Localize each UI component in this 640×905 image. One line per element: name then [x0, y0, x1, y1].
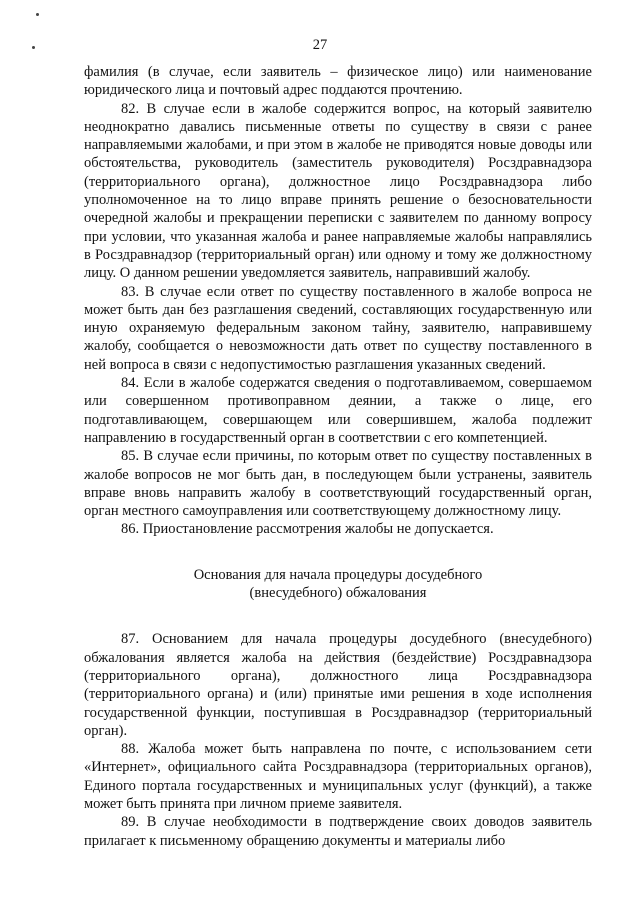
- paragraph-88: 88. Жалоба может быть направлена по почте, с использованием сети «Интернет», официального сайта Росздравнадзора (территориальных органов), Единого портала государственных и муниципальных услуг (функций), а также может быть принята при личном приеме заявителя.: [84, 741, 592, 812]
- paragraph-82: 82. В случае если в жалобе содержится вопрос, на который заявителю неоднократно давались письменные ответы по существу в связи с ранее направляемыми жалобами, и при этом в жалобе не приводятся новые доводы или обстоятельства, руководитель (заместитель руководителя) Росздравнадзора (территориального органа), должностное лицо Росздравнадзора либо уполномоченное на то лицо вправе принять решение о безосновательности очередной жалобы и прекращении переписки с заявителем по данному вопросу при условии, что указанная жалоба и ранее направляемые жалобы направлялись в Росздравнадзор (территориальный орган) или одному и тому же должностному лицу. О данном решении уведомляется заявитель, направивший жалобу.: [84, 100, 592, 282]
- paragraph-85: 85. В случае если причины, по которым ответ по существу поставленных в жалобе вопросов не мог быть дан, в последующем были устранены, заявитель вправе вновь направить жалобу в соответствующий государственный орган, орган местного самоуправления или соответствующему должностному лицу.: [84, 448, 592, 520]
- paragraph-continuation: фамилия (в случае, если заявитель – физическое лицо) или наименование юридического лица и почтовый адрес поддаются прочтению.: [84, 64, 592, 99]
- paragraph-83: 83. В случае если ответ по существу поставленного в жалобе вопроса не может быть дан без разглашения сведений, составляющих государственную или иную охраняемую федеральным законом тайну, заявителю, направившему жалобу, сообщается о невозможности дать ответ по существу поставленного в ней вопроса в связи с недопустимостью разглашения указанных сведений.: [84, 283, 592, 373]
- paragraph-89: 89. В случае необходимости в подтверждение своих доводов заявитель прилагает к письменному обращению документы и материалы либо: [84, 814, 592, 849]
- scan-speck: [36, 13, 39, 16]
- section-heading-line-1: Основания для начала процедуры досудебного: [193, 566, 483, 583]
- page-number: 27: [312, 37, 328, 53]
- paragraph-86: 86. Приостановление рассмотрения жалобы не допускается.: [121, 521, 494, 538]
- section-heading: [84, 566, 592, 603]
- paragraph-87: 87. Основанием для начала процедуры досудебного (внесудебного) обжалования является жалоба на действия (бездействие) Росздравнадзора (территориального органа), должностного лица Росздравнадзора (территориального органа) и (или) принятые ими решения в ходе исполнения государственной функции, поступившая в Росздравнадзор (территориальный орган).: [84, 631, 592, 739]
- section-heading-line-2: (внесудебного) обжалования: [249, 585, 427, 602]
- paragraph-84: 84. Если в жалобе содержатся сведения о подготавливаемом, совершаемом или совершенном противоправном деянии, а также о лице, его подготавливающем, совершающем или совершившем, жалоба подлежит направлению в государственный орган в соответствии с его компетенцией.: [84, 375, 592, 446]
- document-body: [84, 63, 592, 850]
